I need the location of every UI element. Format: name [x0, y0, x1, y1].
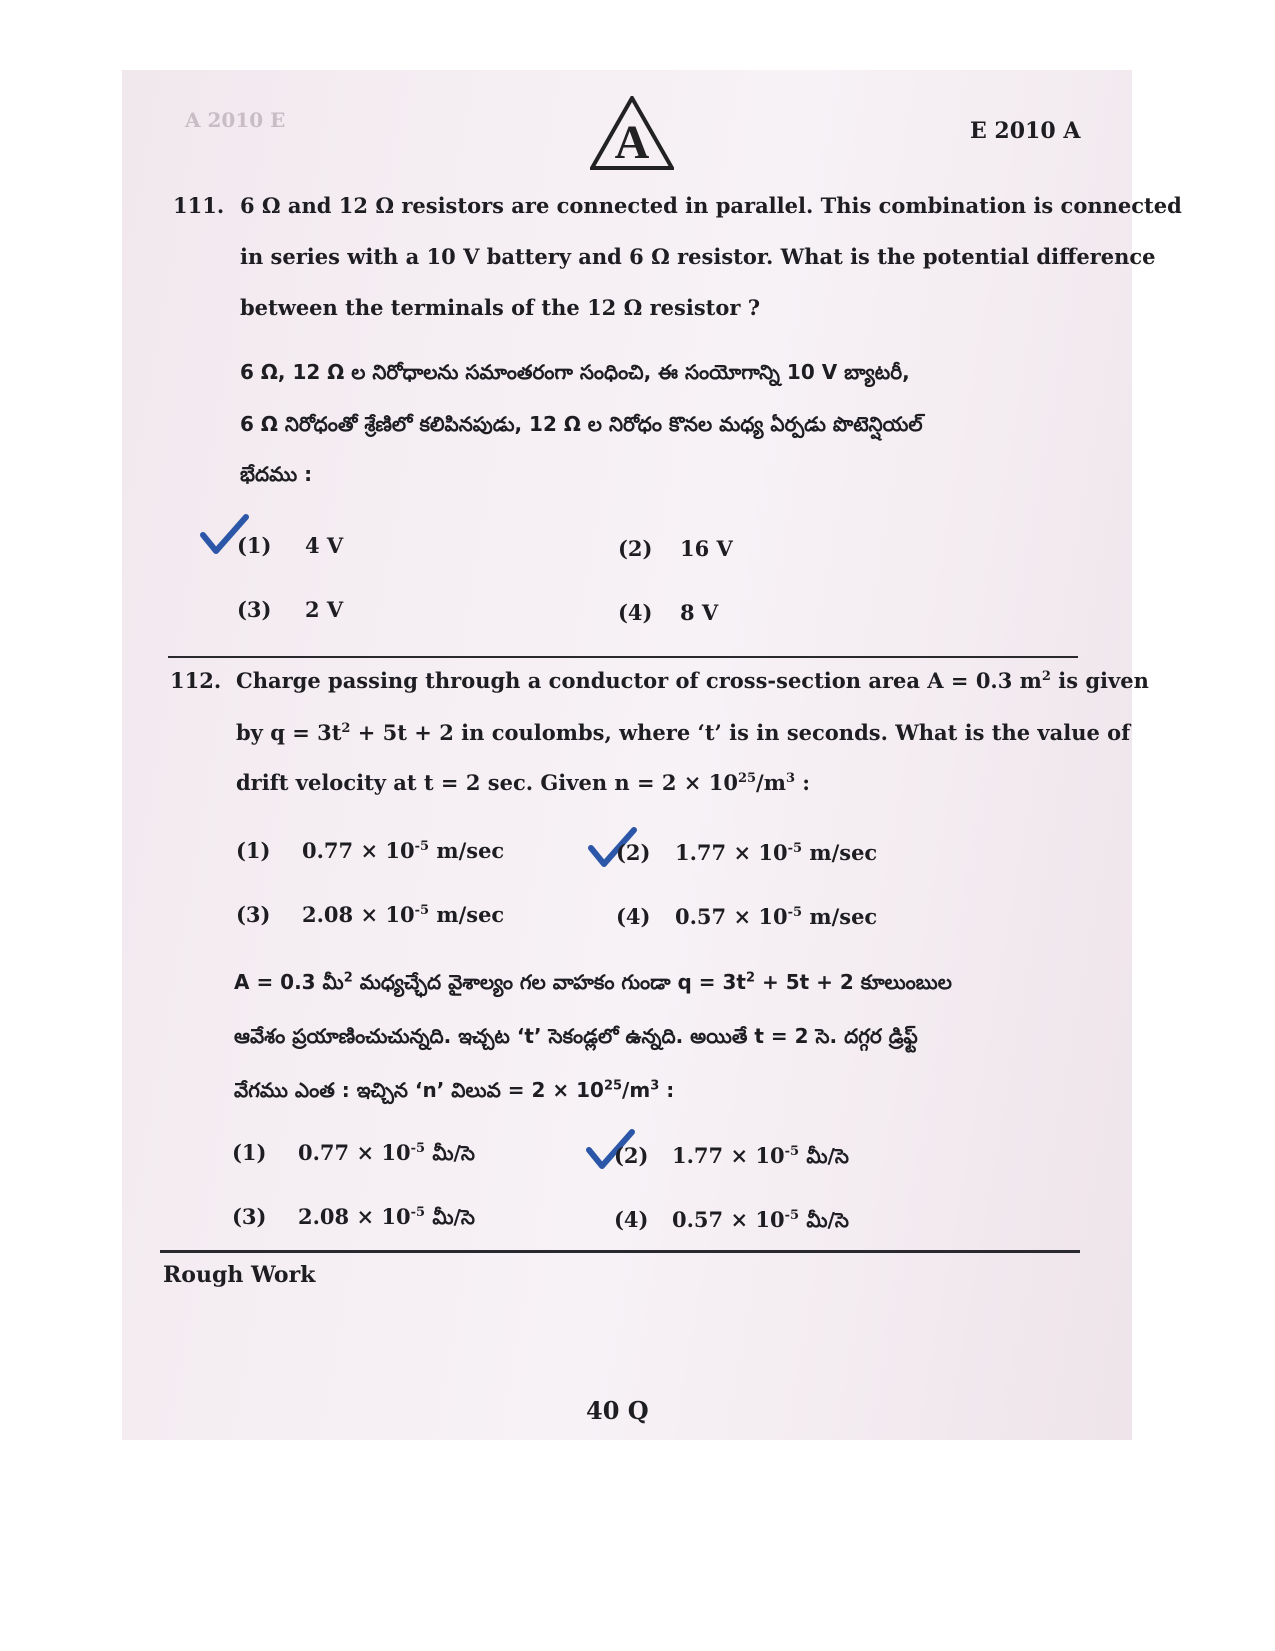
question-text-en-line2: by $q = 3t^2 + 5t + 2$ in coulombs, where ‘t’ is in seconds. What is the value of [236, 720, 1131, 745]
question-text-te-line3: భేదము : [240, 462, 313, 486]
question-text-te-line3: వేగము ఎంత : ఇచ్చిన ‘n’ విలువ = $2 \times 10^{25}/m^3$ : [234, 1078, 675, 1102]
paper-sheet [122, 70, 1132, 1440]
option-1-number-te: (1) [232, 1140, 267, 1165]
question-divider [168, 656, 1078, 658]
option-1-text: 4 V [305, 533, 344, 558]
question-text-en-line2: in series with a 10 V battery and 6 Ω resistor. What is the potential difference [240, 244, 1156, 269]
option-3-number-te: (3) [232, 1204, 267, 1229]
question-text-en-line3: drift velocity at t = 2 sec. Given $n = 2 \times 10^{25}/m^3$ : [236, 770, 811, 795]
question-number: 112. [170, 668, 222, 693]
faint-page-code: A 2010 E [185, 108, 286, 132]
question-number: 111. [173, 193, 225, 218]
option-4-number: (4) [618, 600, 653, 625]
option-2-number: (2) [616, 840, 651, 865]
option-2-number-te: (2) [614, 1143, 649, 1168]
option-3-text: 2 V [305, 597, 344, 622]
question-text-te-line2: 6 Ω నిరోధంతో శ్రేణిలో కలిపినపుడు, 12 Ω ల నిరోధం కొనల మధ్య ఏర్పడు పొటెన్షియల్ [240, 412, 923, 436]
rough-work-label: Rough Work [163, 1262, 316, 1288]
question-text-te-line2: ఆవేశం ప్రయాణించుచున్నది. ఇచ్చట ‘t’ సెకండ్లలో ఉన్నది. అయితే t = 2 సె. దగ్గర డ్రిఫ్ట్ [234, 1024, 918, 1048]
option-1-number: (1) [236, 838, 271, 863]
option-1-number: (1) [237, 533, 272, 558]
option-4-number: (4) [616, 904, 651, 929]
option-3-text-te: $2.08 \times 10^{-5}$ మీ/సె [298, 1204, 475, 1229]
option-4-text: $0.57 \times 10^{-5}$ m/sec [675, 904, 878, 929]
option-2-text: 16 V [680, 536, 733, 561]
question-text-te-line1: A = 0.3 మీ$^2$ మధ్యచ్ఛేద వైశాల్యం గల వాహకం గుండా $q = 3t^2 + 5t + 2$ కూలుంబుల [234, 970, 952, 994]
option-4-number-te: (4) [614, 1207, 649, 1232]
option-3-number: (3) [236, 902, 271, 927]
option-4-text-te: $0.57 \times 10^{-5}$ మీ/సె [672, 1207, 849, 1232]
option-1-text-te: $0.77 \times 10^{-5}$ మీ/సె [298, 1140, 475, 1165]
booklet-code: E 2010 A [970, 118, 1081, 144]
logo-letter: A [614, 116, 650, 169]
booklet-series-logo [590, 96, 674, 172]
option-2-text-te: $1.77 \times 10^{-5}$ మీ/సె [672, 1143, 849, 1168]
rough-work-divider [160, 1250, 1080, 1253]
question-text-te-line1: 6 Ω, 12 Ω ల నిరోధాలను సమాంతరంగా సంధించి, ఈ సంయోగాన్ని 10 V బ్యాటరీ, [240, 360, 910, 384]
option-4-text: 8 V [680, 600, 719, 625]
option-3-text: $2.08 \times 10^{-5}$ m/sec [302, 902, 505, 927]
option-1-text: $0.77 \times 10^{-5}$ m/sec [302, 838, 505, 863]
question-text-en-line3: between the terminals of the 12 Ω resistor ? [240, 295, 761, 320]
question-text-en-line1: 6 Ω and 12 Ω resistors are connected in parallel. This combination is connected [240, 193, 1182, 218]
page-number: 40 Q [586, 1396, 649, 1425]
option-3-number: (3) [237, 597, 272, 622]
option-2-text: $1.77 \times 10^{-5}$ m/sec [675, 840, 878, 865]
option-2-number: (2) [618, 536, 653, 561]
question-text-en-line1: Charge passing through a conductor of cross-section area A = 0.3 $m^2$ is given [236, 668, 1149, 693]
